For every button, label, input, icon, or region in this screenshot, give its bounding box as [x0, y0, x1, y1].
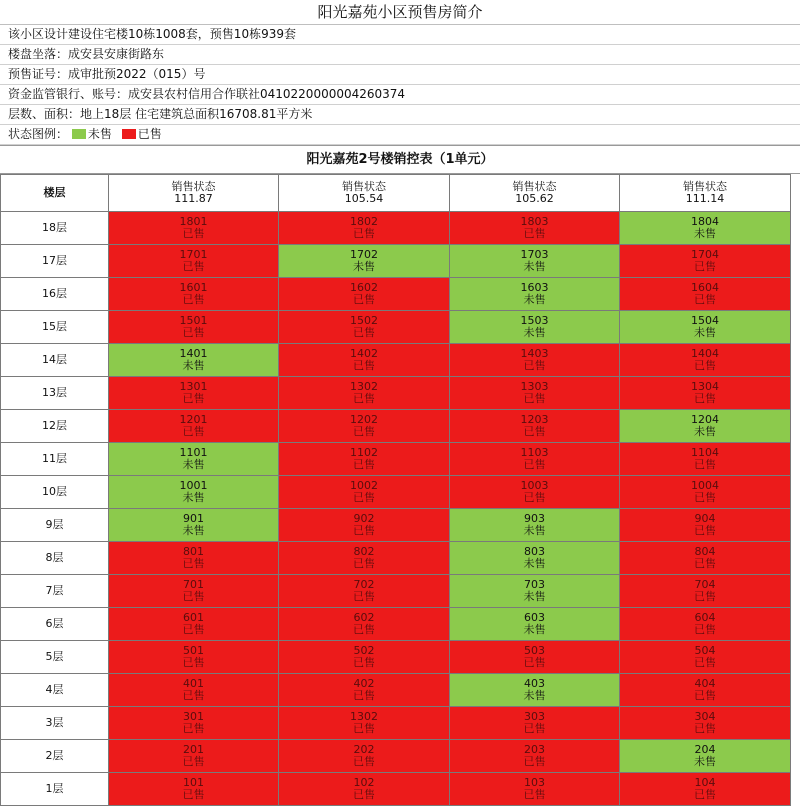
unit-column-area: 111.87 — [174, 192, 213, 205]
unit-status: 已售 — [353, 722, 375, 735]
unit-cell — [279, 740, 450, 773]
unit-status: 未售 — [523, 590, 546, 603]
floor-label: 1层 — [1, 773, 109, 806]
unit-cell — [450, 509, 620, 542]
unit-status: 已售 — [353, 425, 375, 438]
unit-cell — [279, 410, 450, 443]
unit-number: 1304 — [691, 380, 719, 393]
unit-cell — [279, 542, 450, 575]
unit-cell — [620, 740, 791, 773]
unit-cell — [109, 740, 279, 773]
unit-cell — [109, 245, 279, 278]
unit-status: 已售 — [182, 788, 205, 801]
unit-status: 已售 — [523, 392, 546, 405]
unit-status: 已售 — [353, 326, 375, 339]
unit-cell — [620, 542, 791, 575]
unit-number: 1404 — [691, 347, 719, 360]
table-row — [1, 344, 791, 377]
unit-status: 已售 — [182, 590, 205, 603]
unit-cell — [450, 443, 620, 476]
unit-cell — [109, 608, 279, 641]
unit-number: 1603 — [520, 281, 549, 294]
unit-status: 已售 — [353, 788, 375, 801]
unit-cell — [109, 278, 279, 311]
unit-status: 未售 — [523, 293, 546, 306]
unit-cell — [279, 212, 450, 245]
unit-cell — [620, 707, 791, 740]
unit-status: 已售 — [694, 656, 716, 669]
unit-number: 201 — [183, 743, 204, 756]
unit-cell — [109, 377, 279, 410]
table-row — [1, 278, 791, 311]
unit-status: 已售 — [523, 491, 546, 504]
unit-status: 已售 — [182, 227, 205, 240]
unit-status: 已售 — [694, 623, 716, 636]
unit-number: 1602 — [350, 281, 378, 294]
unit-status: 已售 — [353, 557, 375, 570]
unit-number: 801 — [183, 545, 204, 558]
unit-status: 已售 — [353, 458, 375, 471]
unit-status: 已售 — [694, 788, 716, 801]
unit-cell — [279, 575, 450, 608]
unit-cell — [450, 740, 620, 773]
table-row — [1, 212, 791, 245]
unit-status: 已售 — [353, 689, 375, 702]
unit-number: 1201 — [179, 413, 208, 426]
unit-number: 304 — [694, 710, 716, 723]
unit-status: 已售 — [182, 425, 205, 438]
unit-cell — [109, 509, 279, 542]
floor-label: 18层 — [1, 212, 109, 245]
table-row — [1, 674, 791, 707]
unit-number: 1004 — [691, 479, 719, 492]
floor-label: 3层 — [1, 707, 109, 740]
legend-unsold-swatch — [72, 129, 86, 139]
unit-cell — [620, 476, 791, 509]
unit-status: 未售 — [694, 326, 716, 339]
unit-number: 404 — [694, 677, 716, 690]
table-row — [1, 410, 791, 443]
unit-number: 1801 — [179, 215, 208, 228]
table-row — [1, 608, 791, 641]
table-row — [1, 509, 791, 542]
unit-cell — [450, 575, 620, 608]
unit-cell — [450, 344, 620, 377]
unit-cell — [109, 476, 279, 509]
unit-column-area: 105.54 — [344, 192, 384, 205]
unit-status: 已售 — [353, 524, 375, 537]
floor-label: 14层 — [1, 344, 109, 377]
unit-cell — [450, 212, 620, 245]
unit-status: 已售 — [353, 293, 375, 306]
unit-status: 未售 — [523, 326, 546, 339]
unit-status: 已售 — [182, 326, 205, 339]
unit-status: 已售 — [694, 524, 716, 537]
floor-label: 4层 — [1, 674, 109, 707]
unit-cell — [450, 773, 620, 806]
unit-status: 未售 — [182, 458, 205, 471]
unit-cell — [279, 707, 450, 740]
unit-cell — [109, 674, 279, 707]
table-row — [1, 245, 791, 278]
floor-label: 12层 — [1, 410, 109, 443]
table-body — [1, 212, 791, 806]
unit-number: 1002 — [350, 479, 378, 492]
unit-number: 704 — [694, 578, 716, 591]
unit-number: 301 — [183, 710, 204, 723]
unit-number: 804 — [694, 545, 716, 558]
unit-number: 803 — [524, 545, 545, 558]
unit-number: 1202 — [350, 413, 378, 426]
unit-cell — [109, 542, 279, 575]
unit-number: 402 — [353, 677, 375, 690]
unit-number: 1403 — [520, 347, 549, 360]
unit-column-label: 销售状态 — [683, 180, 727, 193]
floor-label: 15层 — [1, 311, 109, 344]
unit-status: 已售 — [182, 755, 205, 768]
unit-column-header — [450, 175, 620, 212]
unit-status: 已售 — [353, 755, 375, 768]
table-row — [1, 740, 791, 773]
unit-status: 已售 — [182, 557, 205, 570]
unit-number: 603 — [524, 611, 545, 624]
unit-cell — [450, 278, 620, 311]
table-row — [1, 476, 791, 509]
info-line-floors-area: 层数、面积：地上18层 住宅建筑总面积16708.81平方米 — [0, 105, 800, 125]
unit-cell — [450, 245, 620, 278]
unit-status: 已售 — [182, 293, 205, 306]
unit-cell — [279, 476, 450, 509]
unit-cell — [620, 509, 791, 542]
unit-number: 1302 — [350, 710, 378, 723]
unit-number: 1502 — [350, 314, 378, 327]
unit-number: 1001 — [179, 479, 208, 492]
unit-cell — [109, 443, 279, 476]
unit-number: 1601 — [179, 281, 208, 294]
info-line-permit: 预售证号：成审批预2022（015）号 — [0, 65, 800, 85]
sales-table — [0, 174, 791, 806]
legend-sold-label: 已售 — [137, 127, 162, 141]
floor-label: 7层 — [1, 575, 109, 608]
legend-label: 状态图例： — [8, 127, 69, 141]
unit-number: 1504 — [691, 314, 719, 327]
legend-sold — [122, 127, 162, 141]
unit-status: 已售 — [694, 491, 716, 504]
table-row — [1, 443, 791, 476]
unit-status: 已售 — [353, 623, 375, 636]
unit-number: 502 — [353, 644, 375, 657]
table-row — [1, 575, 791, 608]
unit-status: 已售 — [694, 557, 716, 570]
unit-status: 已售 — [694, 458, 716, 471]
unit-cell — [279, 641, 450, 674]
unit-status: 已售 — [523, 788, 546, 801]
unit-cell — [109, 212, 279, 245]
unit-cell — [109, 641, 279, 674]
unit-number: 1401 — [179, 347, 208, 360]
unit-column-label: 销售状态 — [171, 180, 216, 193]
unit-cell — [279, 377, 450, 410]
unit-cell — [450, 707, 620, 740]
unit-number: 1702 — [350, 248, 378, 261]
unit-cell — [450, 311, 620, 344]
unit-number: 202 — [353, 743, 375, 756]
unit-status: 未售 — [523, 623, 546, 636]
unit-status: 未售 — [182, 359, 205, 372]
legend-unsold — [72, 127, 116, 141]
legend-sold-swatch — [122, 129, 136, 139]
unit-cell — [109, 311, 279, 344]
unit-number: 401 — [183, 677, 204, 690]
unit-cell — [279, 443, 450, 476]
unit-number: 1503 — [520, 314, 549, 327]
unit-status: 已售 — [523, 722, 546, 735]
floor-label: 13层 — [1, 377, 109, 410]
unit-status: 未售 — [353, 260, 375, 273]
unit-status: 已售 — [523, 755, 546, 768]
floor-label: 6层 — [1, 608, 109, 641]
unit-cell — [620, 410, 791, 443]
unit-status: 未售 — [523, 524, 546, 537]
unit-number: 901 — [183, 512, 204, 525]
unit-number: 501 — [183, 644, 204, 657]
unit-status: 已售 — [182, 722, 205, 735]
unit-number: 1103 — [520, 446, 549, 459]
unit-number: 1102 — [350, 446, 378, 459]
table-row — [1, 707, 791, 740]
unit-cell — [620, 773, 791, 806]
info-line-location: 楼盘坐落：成安县安康街路东 — [0, 45, 800, 65]
unit-cell — [450, 674, 620, 707]
unit-status: 已售 — [523, 227, 546, 240]
unit-number: 1303 — [520, 380, 549, 393]
unit-cell — [279, 509, 450, 542]
legend-unsold-label: 未售 — [87, 127, 112, 141]
unit-cell — [450, 410, 620, 443]
unit-status: 已售 — [694, 689, 716, 702]
unit-column-header — [620, 175, 791, 212]
unit-cell — [620, 443, 791, 476]
unit-status: 未售 — [523, 557, 546, 570]
info-line-overview: 该小区设计建设住宅楼10栋1008套，预售10栋939套 — [0, 25, 800, 45]
unit-column-label: 销售状态 — [512, 180, 557, 193]
legend — [0, 125, 800, 145]
unit-status: 未售 — [182, 524, 205, 537]
unit-status: 已售 — [523, 425, 546, 438]
unit-cell — [450, 608, 620, 641]
unit-number: 902 — [353, 512, 375, 525]
table-row — [1, 542, 791, 575]
unit-cell — [450, 476, 620, 509]
unit-number: 1101 — [179, 446, 208, 459]
unit-number: 904 — [694, 512, 716, 525]
unit-column-header — [109, 175, 279, 212]
unit-status: 已售 — [523, 359, 546, 372]
unit-cell — [109, 773, 279, 806]
unit-column-area: 105.62 — [515, 192, 554, 205]
unit-cell — [620, 344, 791, 377]
unit-cell — [620, 377, 791, 410]
unit-cell — [279, 245, 450, 278]
unit-cell — [450, 542, 620, 575]
floor-label: 5层 — [1, 641, 109, 674]
unit-status: 已售 — [182, 623, 205, 636]
floor-label: 8层 — [1, 542, 109, 575]
info-line-bank: 资金监管银行、账号：成安县农村信用合作联社0410220000004260374 — [0, 85, 800, 105]
unit-cell — [109, 575, 279, 608]
unit-number: 903 — [524, 512, 545, 525]
table-row — [1, 641, 791, 674]
unit-number: 802 — [353, 545, 375, 558]
unit-status: 已售 — [694, 293, 716, 306]
unit-status: 未售 — [694, 755, 716, 768]
unit-number: 1302 — [350, 380, 378, 393]
unit-cell — [620, 575, 791, 608]
table-title: 阳光嘉苑2号楼销控表（1单元） — [0, 145, 800, 174]
unit-number: 203 — [524, 743, 545, 756]
floor-column-header: 楼层 — [1, 175, 109, 212]
unit-number: 703 — [524, 578, 545, 591]
unit-number: 1802 — [350, 215, 378, 228]
unit-number: 204 — [694, 743, 716, 756]
floor-label: 16层 — [1, 278, 109, 311]
floor-label: 2层 — [1, 740, 109, 773]
unit-number: 101 — [183, 776, 204, 789]
unit-status: 未售 — [523, 689, 546, 702]
unit-number: 102 — [353, 776, 375, 789]
unit-cell — [279, 608, 450, 641]
unit-status: 已售 — [182, 689, 205, 702]
unit-cell — [620, 212, 791, 245]
unit-cell — [279, 311, 450, 344]
unit-number: 1204 — [691, 413, 719, 426]
unit-status: 已售 — [353, 227, 375, 240]
unit-status: 已售 — [353, 590, 375, 603]
unit-number: 103 — [524, 776, 545, 789]
unit-status: 已售 — [523, 458, 546, 471]
unit-status: 已售 — [694, 590, 716, 603]
unit-status: 已售 — [694, 722, 716, 735]
unit-cell — [450, 377, 620, 410]
unit-cell — [109, 410, 279, 443]
unit-number: 1703 — [520, 248, 549, 261]
unit-cell — [620, 608, 791, 641]
floor-label: 9层 — [1, 509, 109, 542]
unit-status: 已售 — [182, 392, 205, 405]
unit-number: 1501 — [179, 314, 208, 327]
unit-number: 604 — [694, 611, 716, 624]
unit-number: 701 — [183, 578, 204, 591]
unit-number: 1003 — [520, 479, 549, 492]
floor-label: 10层 — [1, 476, 109, 509]
unit-status: 已售 — [182, 656, 205, 669]
unit-status: 已售 — [353, 656, 375, 669]
unit-cell — [109, 707, 279, 740]
unit-column-area: 111.14 — [685, 192, 725, 205]
unit-status: 已售 — [694, 392, 716, 405]
unit-cell — [620, 311, 791, 344]
unit-status: 已售 — [353, 359, 375, 372]
unit-status: 已售 — [182, 260, 205, 273]
unit-column-header — [279, 175, 450, 212]
unit-cell — [620, 278, 791, 311]
unit-number: 503 — [524, 644, 545, 657]
table-row — [1, 377, 791, 410]
unit-number: 702 — [353, 578, 375, 591]
unit-number: 1701 — [179, 248, 208, 261]
unit-number: 1804 — [691, 215, 719, 228]
unit-number: 504 — [694, 644, 716, 657]
floor-label: 17层 — [1, 245, 109, 278]
unit-cell — [279, 674, 450, 707]
unit-status: 未售 — [182, 491, 205, 504]
unit-cell — [620, 641, 791, 674]
unit-status: 已售 — [353, 392, 375, 405]
unit-column-label: 销售状态 — [342, 180, 386, 193]
unit-status: 已售 — [353, 491, 375, 504]
unit-number: 1402 — [350, 347, 378, 360]
page-title: 阳光嘉苑小区预售房简介 — [0, 0, 800, 25]
unit-status: 已售 — [694, 260, 716, 273]
floor-label: 11层 — [1, 443, 109, 476]
table-row — [1, 773, 791, 806]
unit-number: 1604 — [691, 281, 719, 294]
unit-status: 已售 — [694, 359, 716, 372]
unit-number: 303 — [524, 710, 545, 723]
unit-number: 602 — [353, 611, 375, 624]
unit-cell — [279, 278, 450, 311]
unit-status: 已售 — [523, 656, 546, 669]
unit-status: 未售 — [694, 425, 716, 438]
unit-cell — [450, 641, 620, 674]
unit-number: 104 — [694, 776, 716, 789]
unit-cell — [279, 773, 450, 806]
unit-number: 1104 — [691, 446, 719, 459]
unit-number: 601 — [183, 611, 204, 624]
unit-cell — [620, 245, 791, 278]
unit-number: 1301 — [179, 380, 208, 393]
unit-cell — [620, 674, 791, 707]
unit-number: 1203 — [520, 413, 549, 426]
unit-cell — [279, 344, 450, 377]
info-block — [0, 25, 800, 145]
unit-number: 1704 — [691, 248, 719, 261]
table-row — [1, 311, 791, 344]
unit-status: 未售 — [523, 260, 546, 273]
table-header-row — [1, 175, 791, 212]
unit-cell — [109, 344, 279, 377]
unit-number: 1803 — [520, 215, 549, 228]
unit-number: 403 — [524, 677, 545, 690]
unit-status: 未售 — [694, 227, 716, 240]
